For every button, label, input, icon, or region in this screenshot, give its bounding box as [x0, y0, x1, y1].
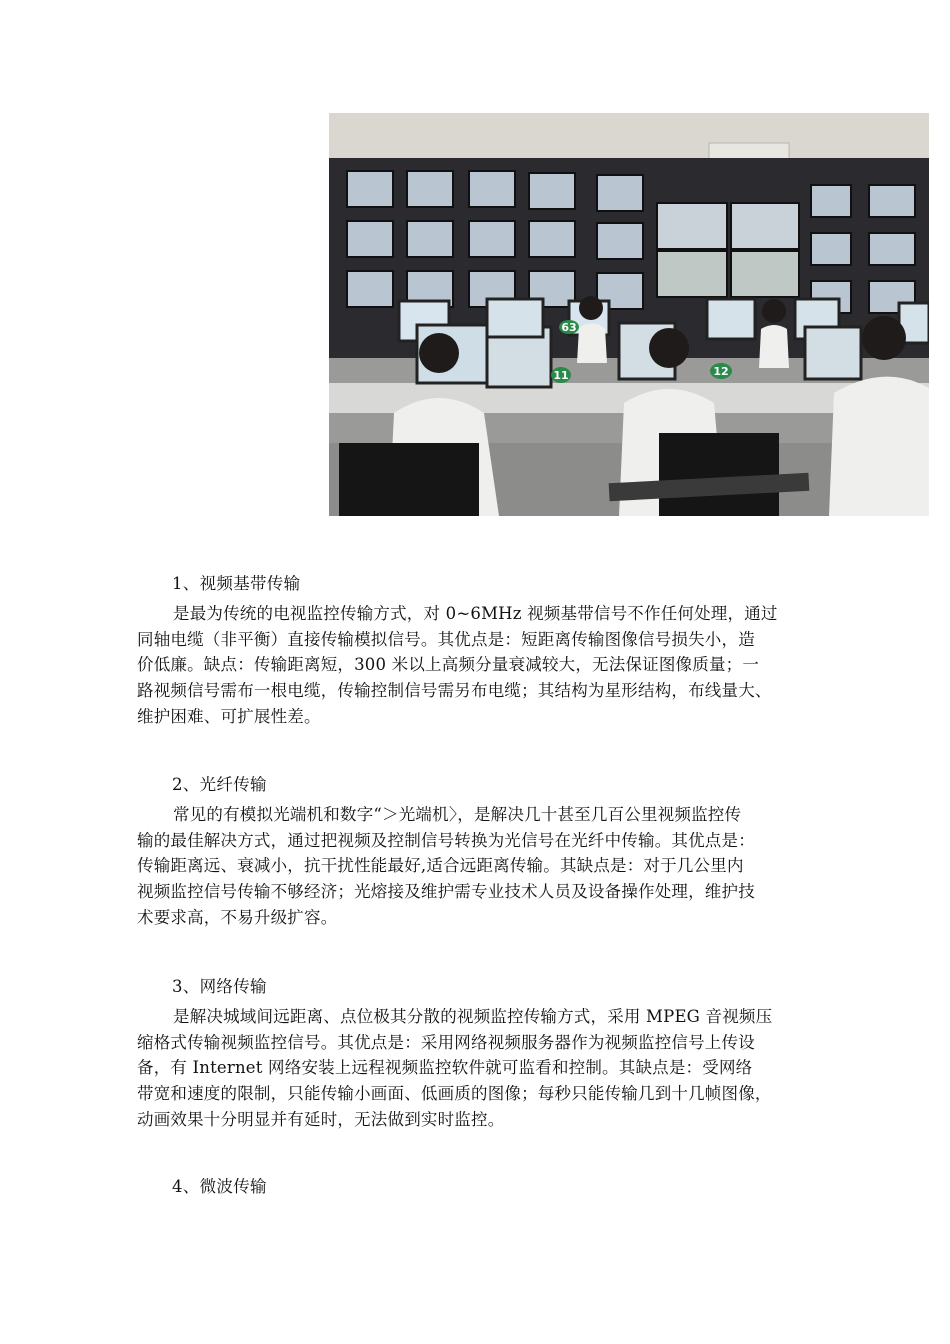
section-2-paragraph [137, 802, 827, 931]
desk-label-11: 11 [553, 369, 569, 382]
control-room-photo [329, 113, 929, 516]
desk-label-63: 63 [561, 321, 577, 334]
paragraph-line: 传输距离远、衰减小，抗干扰性能最好,适合远距离传输。其缺点是：对于几公里内 [137, 856, 744, 876]
section-3-heading: 3、网络传输 [172, 977, 267, 996]
section-1-heading: 1、视频基带传输 [172, 574, 301, 593]
desk-label-12: 12 [713, 365, 729, 378]
paragraph-line: 视频监控信号传输不够经济；光熔接及维护需专业技术人员及设备操作处理，维护技 [137, 882, 755, 902]
paragraph-line: 同轴电缆（非平衡）直接传输模拟信号。其优点是：短距离传输图像信号损失小，造 [137, 629, 755, 649]
paragraph-line: 缩格式传输视频监控信号。其优点是：采用网络视频服务器作为视频监控信号上传设 [137, 1032, 755, 1052]
paragraph-line: 是解决城域间远距离、点位极其分散的视频监控传输方式，采用 MPEG 音视频压 [173, 1007, 773, 1026]
paragraph-line: 输的最佳解决方式，通过把视频及控制信号转换为光信号在光纤中传输。其优点是： [137, 830, 755, 850]
paragraph-line: 带宽和速度的限制，只能传输小画面、低画质的图像；每秒只能传输几到十几帧图像， [137, 1084, 772, 1104]
section-4-heading: 4、微波传输 [172, 1177, 267, 1196]
section-1-paragraph [137, 601, 827, 730]
paragraph-line: 路视频信号需布一根电缆，传输控制信号需另布电缆；其结构为星形结构，布线量大、 [137, 681, 772, 701]
paragraph-line: 价低廉。缺点：传输距离短，300 米以上高频分量衰减较大，无法保证图像质量；一 [137, 655, 760, 675]
section-3-paragraph [137, 1004, 827, 1133]
paragraph-line: 维护困难、可扩展性差。 [137, 706, 321, 726]
paragraph-line: 备，有 Internet 网络安装上远程视频监控软件就可监看和控制。其缺点是：受网络 [137, 1058, 753, 1078]
section-2-heading: 2、光纤传输 [172, 775, 267, 794]
paragraph-line: 术要求高，不易升级扩容。 [137, 907, 338, 927]
paragraph-line: 是最为传统的电视监控传输方式，对 0~6MHz 视频基带信号不作任何处理，通过 [173, 604, 778, 623]
paragraph-line: 常见的有模拟光端机和数字“＞光端机〉，是解决几十甚至几百公里视频监控传 [173, 805, 742, 824]
paragraph-line: 动画效果十分明显并有延时，无法做到实时监控。 [137, 1109, 505, 1129]
